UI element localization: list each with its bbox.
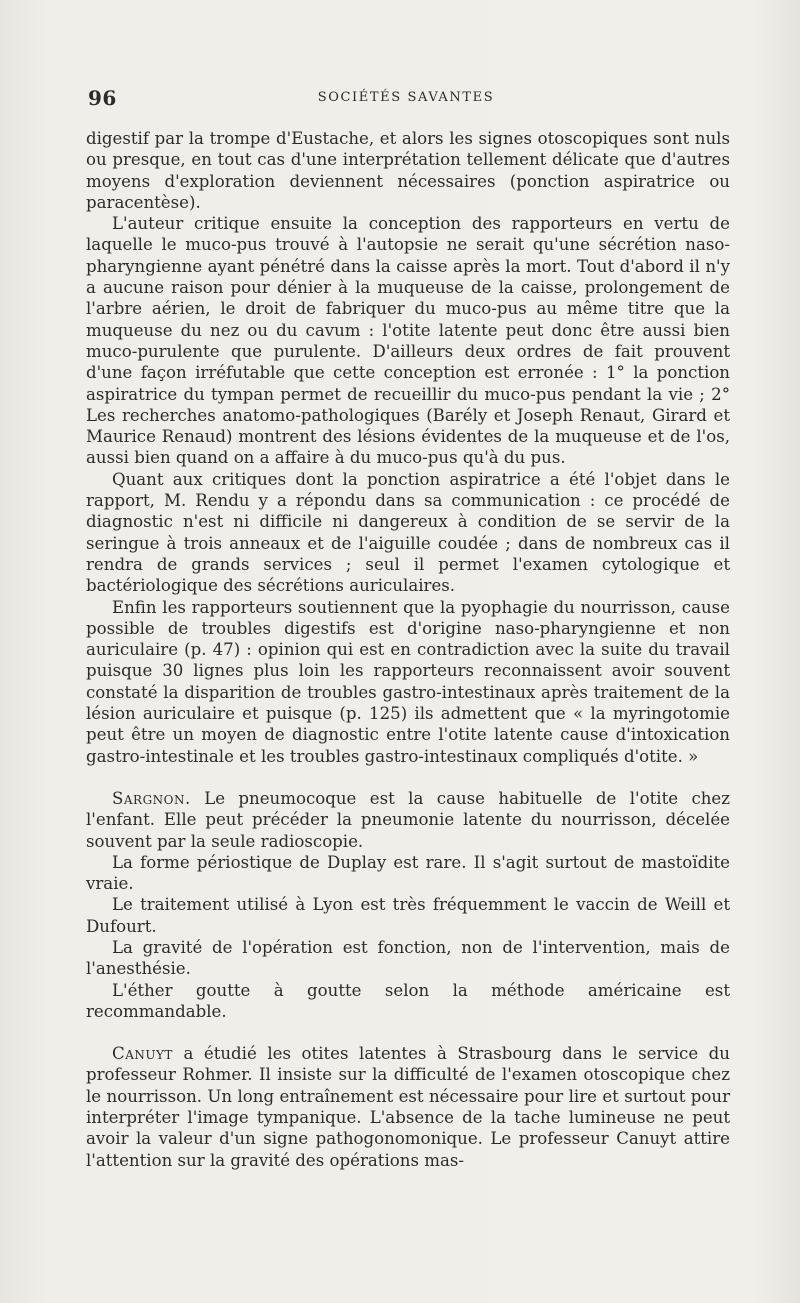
paragraph-sargnon — [86, 788, 730, 852]
author-name: Sargnon. — [112, 788, 191, 808]
paragraph: Le traitement utilisé à Lyon est très fréquemment le vaccin de Weill et Dufourt. — [86, 895, 730, 936]
paragraph: digestif par la trompe d'Eustache, et alors les signes otoscopiques sont nuls ou presque, en tout cas d'une interprétation tellement délicate que d'autres moyens d'exploration deviennent nécessaires (ponction aspiratrice ou paracentèse). — [86, 129, 730, 212]
paragraph-canuyt — [86, 1043, 730, 1171]
author-name: Canuyt — [112, 1044, 173, 1064]
paragraph-text: Le pneumocoque est la cause habituelle de l'otite chez l'enfant. Elle peut précéder la pneumonie latente du nourrisson, décelée souvent par la seule radioscopie. — [86, 788, 730, 851]
page-number: 96 — [88, 86, 117, 110]
paragraph: Quant aux critiques dont la ponction aspiratrice a été l'objet dans le rapport, M. Rendu y a répondu dans sa communication : ce procédé de diagnostic n'est ni difficile ni dangereux à condition de se servir de la seringue à trois anneaux et de l'aiguille coudée ; dans de nombreux cas il rendra de grands services ; seul il permet l'examen cytologique et bactériologique des sécrétions auriculaires. — [86, 469, 730, 596]
paragraph: La forme périostique de Duplay est rare. Il s'agit surtout de mastoïdite vraie. — [86, 852, 730, 894]
paragraph-text: a étudié les otites latentes à Strasbourg dans le service du professeur Rohmer. Il insiste sur la difficulté de l'examen otoscopique chez le nourrisson. Un long entraînement est nécessaire pour lire et surtout pour interpréter l'image tympanique. L'absence de la tache lumineuse ne peut avoir la valeur d'un signe pathogonomonique. Le professeur Canuyt attire l'attention sur la gravité des opérations mas- — [86, 1044, 730, 1170]
paragraph: La gravité de l'opération est fonction, non de l'intervention, mais de l'anesthésie. — [86, 937, 730, 979]
paragraph: L'éther goutte à goutte selon la méthode américaine est recommandable. — [86, 980, 730, 1021]
running-head: SOCIÉTÉS SAVANTES — [317, 90, 495, 105]
body-text — [86, 128, 730, 1171]
page-header — [88, 86, 724, 110]
paragraph: Enfin les rapporteurs soutiennent que la pyophagie du nourrisson, cause possible de troubles digestifs est d'origine naso-pharyngienne et non auriculaire (p. 47) : opinion qui est en contradiction avec la suite du travail puisque 30 lignes plus loin les rapporteurs reconnaissent avoir souvent constaté la disparition de troubles gastro-intestinaux après traitement de la lésion auriculaire et puisque (p. 125) ils admettent que « la myringotomie peut être un moyen de diagnostic entre l'otite latente cause d'intoxication gastro-intestinale et les troubles gastro-intestinaux compliqués d'otite. » — [86, 597, 730, 766]
paragraph: L'auteur critique ensuite la conception des rapporteurs en vertu de laquelle le muco-pus trouvé à l'autopsie ne serait qu'une sécrétion naso-pharyngienne ayant pénétré dans la caisse après la mort. Tout d'abord il n'y a aucune raison pour dénier à la muqueuse de la caisse, prolongement de l'arbre aérien, le droit de fabriquer du muco-pus au même titre que la muqueuse du nez ou du cavum : l'otite latente peut donc être aussi bien muco-purulente que purulente. D'ailleurs deux ordres de fait prouvent d'une façon irréfutable que cette conception est erronée : 1° la ponction aspiratrice du tympan permet de recueillir du muco-pus pendant la vie ; 2° Les recherches anatomo-pathologiques (Barély et Joseph Renaut, Girard et Maurice Renaud) montrent des lésions évidentes de la muqueuse et de l'os, aussi bien quand on a affaire à du muco-pus qu'à du pus. — [86, 214, 730, 468]
